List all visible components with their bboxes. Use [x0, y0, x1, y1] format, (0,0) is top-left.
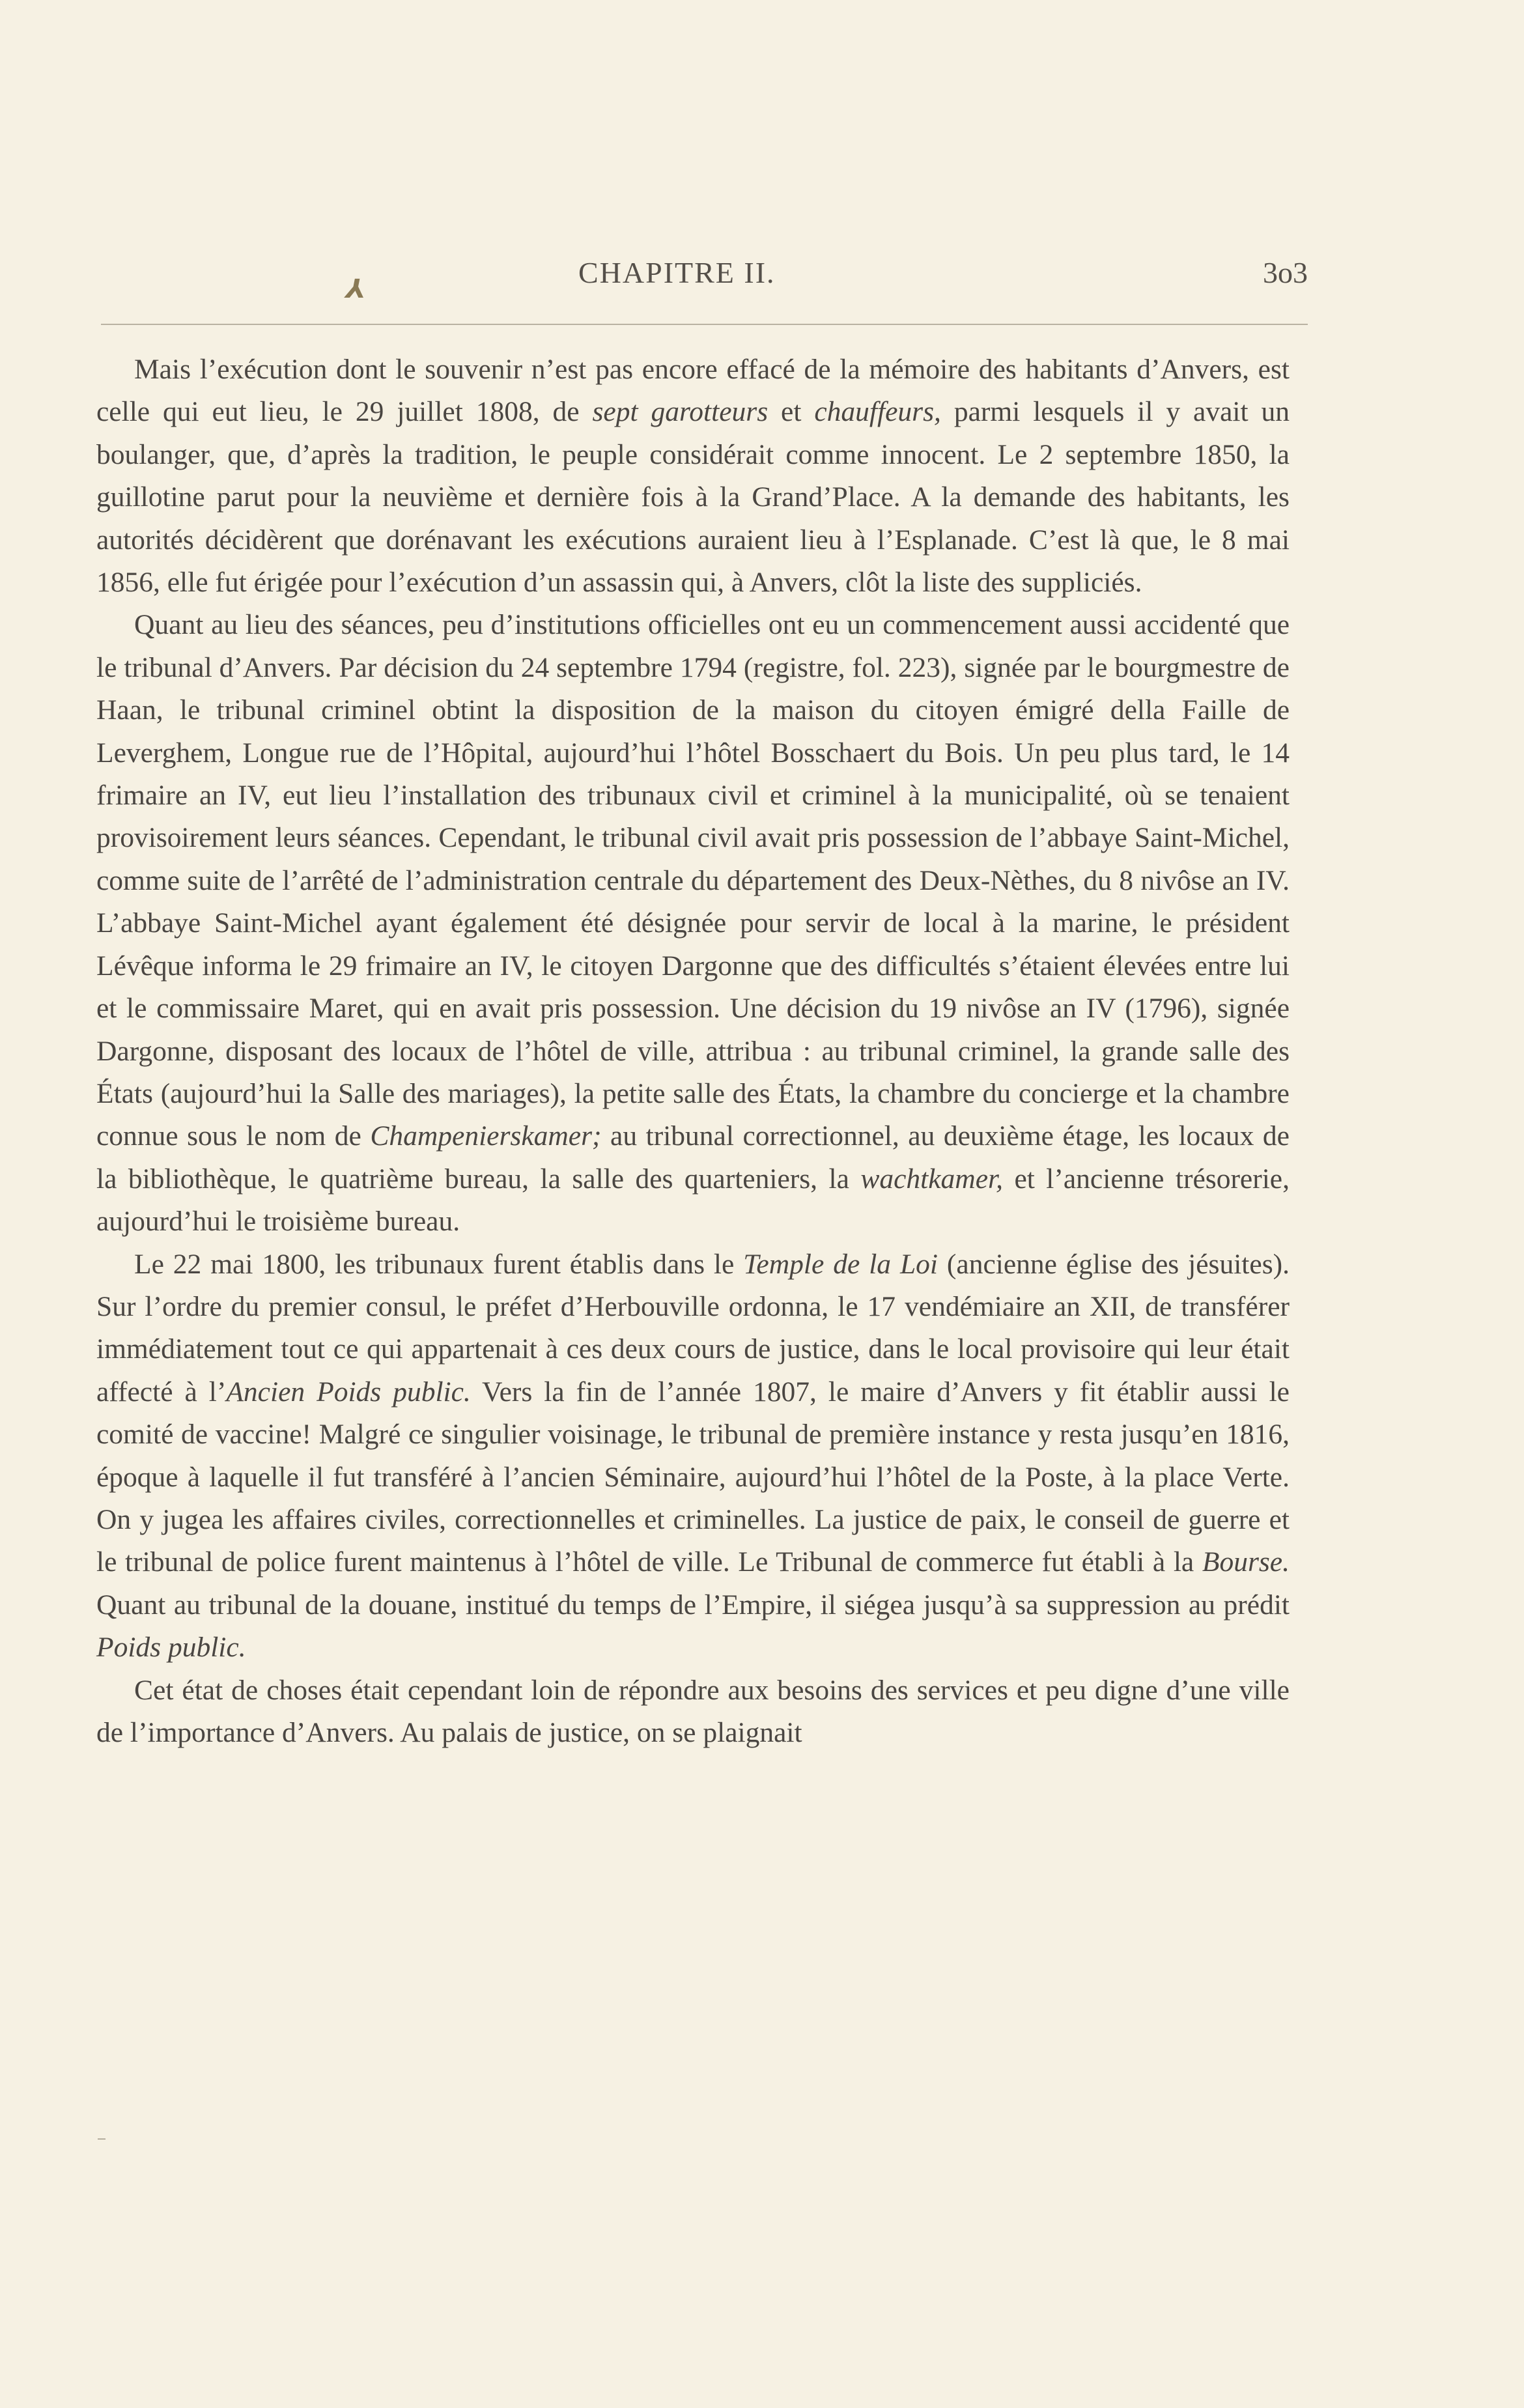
italic-span: sept garotteurs	[592, 396, 769, 428]
paragraph	[96, 604, 1290, 1243]
paragraph	[96, 1243, 1290, 1669]
text-span: (ancienne église des jésuites). Sur l’ordre du premier consul, le préfet d’Herbouville ordonna, le 17 vendémiaire an XII, de transférer immédiatement tout ce qui appartenait à ces deux cours de justice, dans le local provisoire qui leur était affecté à l’	[96, 1248, 1290, 1408]
text-span: Cet état de choses était cependant loin de répondre aux besoins des services et peu digne d’une ville de l’importance d’Anvers. Au palais de justice, on se plaignait	[96, 1674, 1290, 1748]
italic-span: Champenierskamer;	[370, 1120, 602, 1152]
page-number: 3o3	[1263, 256, 1308, 289]
text-span: Quant au lieu des séances, peu d’institutions officielles ont eu un commencement aussi accidenté que le tribunal d’Anvers. Par décision du 24 septembre 1794 (registre, fol. 223), signée par le bourgmestre de Haan, le tribunal criminel obtint la disposition de la maison du citoyen émigré della Faille de Leverghem, Longue rue de l’Hôpital, aujourd’hui l’hôtel Bosschaert du Bois. Un peu plus tard, le 14 frimaire an IV, eut lieu l’installation des tribunaux civil et criminel à la municipalité, où se tenaient provisoirement leurs séances. Cependant, le tribunal civil avait pris possession de l’abbaye Saint-Michel, comme suite de l’arrêté de l’administration centrale du département des Deux-Nèthes, du 8 nivôse an IV. L’abbaye Saint-Michel ayant également été désignée pour servir de local à la marine, le président Lévêque informa le 29 frimaire an IV, le citoyen Dargonne que des difficultés s’étaient élevées entre lui et le commissaire Maret, qui en avait pris possession. Une décision du 19 nivôse an IV (1796), signée Dargonne, disposant des locaux de l’hôtel de ville, attribua : au tribunal criminel, la grande salle des États (aujourd’hui la Salle des mariages), la petite salle des États, la chambre du concierge et la chambre connue sous le nom de	[96, 609, 1290, 1152]
italic-span: Temple de la Loi	[743, 1248, 938, 1280]
paragraph	[96, 348, 1290, 604]
italic-span: wachtkamer,	[860, 1163, 1004, 1195]
text-span: Quant au tribunal de la douane, institué du temps de l’Empire, il siégea jusqu’à sa suppression au prédit	[96, 1589, 1290, 1621]
header-rule	[101, 324, 1308, 325]
text-span: au tribunal correctionnel, au deuxième étage, les locaux de la bibliothèque, le quatrième bureau, la salle des quarteniers, la	[96, 1120, 1290, 1195]
body-text	[96, 348, 1290, 1754]
text-span: et l’ancienne trésorerie, aujourd’hui le troisième bureau.	[96, 1163, 1290, 1238]
italic-span: Bourse.	[1202, 1546, 1290, 1578]
text-span: et	[768, 396, 815, 428]
paper-speck	[98, 2138, 106, 2140]
italic-span: Ancien Poids public.	[226, 1376, 471, 1408]
italic-span: Poids public.	[96, 1632, 246, 1664]
chapter-title: CHAPITRE II.	[578, 256, 776, 289]
text-span: Vers la fin de l’année 1807, le maire d’Anvers y fit établir aussi le comité de vaccine! Malgré ce singulier voisinage, le tribunal de première instance y resta jusqu’en 1816, époque à laquelle il fut transféré à l’ancien Séminaire, aujourd’hui l’hôtel de la Poste, à la place Verte. On y jugea les affaires civiles, correctionnelles et criminelles. La justice de paix, le conseil de guerre et le tribunal de police furent maintenus à l’hôtel de ville. Le Tribunal de commerce fut établi à la	[96, 1376, 1290, 1578]
text-span: Mais l’exécution dont le souvenir n’est pas encore effacé de la mémoire des habitants d’Anvers, est celle qui eut lieu, le 29 juillet 1808, de	[96, 354, 1290, 428]
running-head	[0, 255, 1524, 294]
italic-span: chauffeurs,	[814, 396, 941, 428]
printer-mark: ⅄	[344, 274, 364, 304]
paragraph	[96, 1669, 1290, 1755]
text-span: Le 22 mai 1800, les tribunaux furent établis dans le	[134, 1248, 744, 1280]
text-span: parmi lesquels il y avait un boulanger, que, d’après la tradition, le peuple considérait comme innocent. Le 2 septembre 1850, la guillotine parut pour la neuvième et dernière fois à la Grand’Place. A la demande des habitants, les autorités décidèrent que dorénavant les exécutions auraient lieu à l’Esplanade. C’est là que, le 8 mai 1856, elle fut érigée pour l’exécution d’un assassin qui, à Anvers, clôt la liste des suppliciés.	[96, 396, 1290, 599]
